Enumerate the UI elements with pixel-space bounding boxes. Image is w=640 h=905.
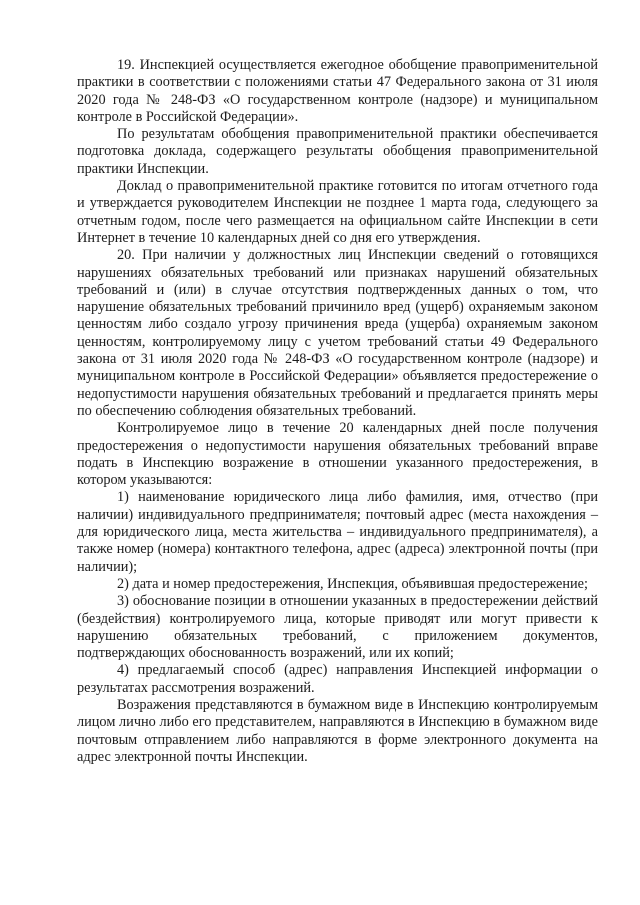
list-item-3: 3) обоснование позиции в отношении указанных в предостережении действий (бездействия) контролируемого лица, которые приводят или могут привести к нарушению обязательных требований, с приложением документов, подтверждающих обоснованность возражений, или их копий; xyxy=(77,593,598,662)
paragraph-report-approval: Доклад о правоприменительной практике готовится по итогам отчетного года и утверждается руководителем Инспекции не позднее 1 марта года, следующего за отчетным годом, после чего размещается на официальном сайте Инспекции в сети Интернет в течение 10 календарных дней со дня его утверждения. xyxy=(77,178,598,246)
paragraph-objection-submission: Возражения представляются в бумажном виде в Инспекцию контролируемым лицом лично либо его представителем, направляются в Инспекцию в бумажном виде почтовым отправлением либо направляются в форме электронного документа на адрес электронной почты Инспекции. xyxy=(77,696,598,765)
paragraph-20: 20. При наличии у должностных лиц Инспекции сведений о готовящихся нарушениях обязательных требований или признаках нарушений обязательных требований и (или) в случае отсутствия подтвержденных данных о том, что нарушение обязательных требований причинило вред (ущерб) охраняемым законом ценностям либо создало угрозу причинения вреда (ущерба) охраняемым законом ценностям, контролируемому лицу с учетом требований статьи 49 Федерального закона от 31 июля 2020 года № 248-ФЗ «О государственном контроле (надзоре) и муниципальном контроле в Российской Федерации» объявляется предостережение о недопустимости нарушения обязательных требований и предлагается принять меры по обеспечению соблюдения обязательных требований. xyxy=(77,247,598,419)
list-item-2: 2) дата и номер предостережения, Инспекция, объявившая предостережение; xyxy=(117,575,588,592)
document-body xyxy=(77,57,598,766)
paragraph-report-preparation: По результатам обобщения правоприменительной практики обеспечивается подготовка доклада, содержащего результаты обобщения правоприменительной практики Инспекции. xyxy=(77,126,598,177)
list-item-1: 1) наименование юридического лица либо фамилия, имя, отчество (при наличии) индивидуального предпринимателя; почтовый адрес (места нахождения – для юридического лица, места жительства – индивидуального предпринимателя), а также номер (номера) контактного телефона, адрес (адреса) электронной почты (при наличии); xyxy=(77,489,598,575)
list-item-4: 4) предлагаемый способ (адрес) направления Инспекцией информации о результатах рассмотрения возражений. xyxy=(77,662,598,696)
paragraph-objection-right: Контролируемое лицо в течение 20 календарных дней после получения предостережения о недопустимости нарушения обязательных требований вправе подать в Инспекцию возражение в отношении указанного предостережения, в котором указываются: xyxy=(77,420,598,489)
paragraph-19: 19. Инспекцией осуществляется ежегодное обобщение правоприменительной практики в соответствии с положениями статьи 47 Федерального закона от 31 июля 2020 года № 248-ФЗ «О государственном контроле (надзоре) и муниципальном контроле в Российской Федерации». xyxy=(77,57,598,125)
